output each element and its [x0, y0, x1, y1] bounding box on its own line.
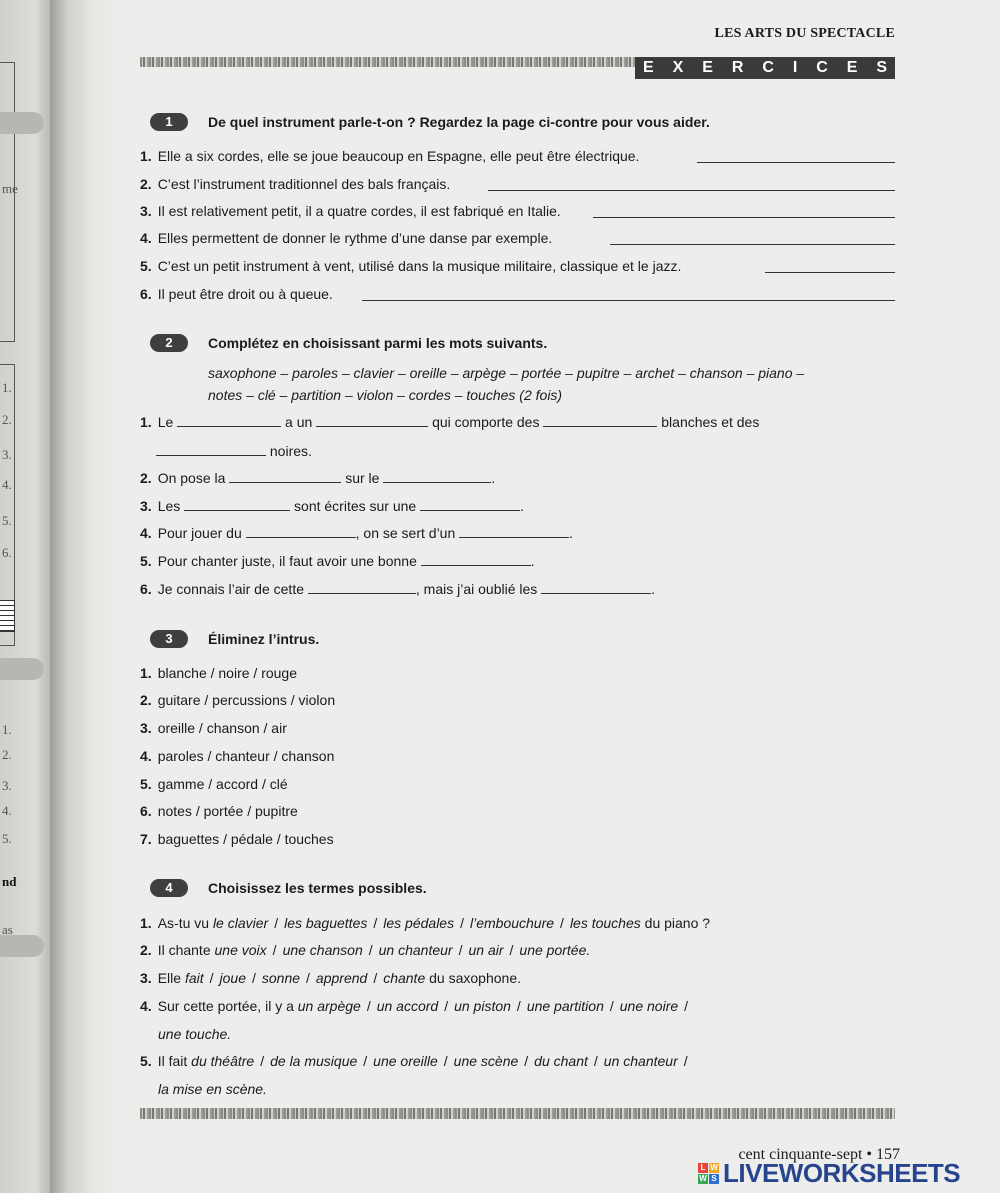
- logo-letter: W: [710, 1163, 718, 1172]
- answer-field[interactable]: [156, 443, 266, 456]
- answer-option[interactable]: joue: [219, 970, 246, 986]
- list-item: [140, 203, 561, 219]
- item-text: Pour chanter juste, il faut avoir une bonne: [157, 553, 417, 569]
- item-number: 6.: [140, 581, 152, 597]
- facing-page-fragment: as: [2, 922, 13, 937]
- item-number: 6.: [140, 286, 152, 302]
- facing-page-fragment: nd: [2, 874, 17, 889]
- item-text: Il fait: [157, 1053, 188, 1069]
- answer-field[interactable]: [246, 525, 356, 538]
- item-text: sur le: [345, 470, 380, 486]
- answer-option[interactable]: un piston: [454, 998, 511, 1014]
- answer-field[interactable]: [362, 300, 895, 301]
- item-text: Elles permettent de donner le rythme d’une danse par exemple.: [157, 230, 553, 246]
- list-item: 2. Il chante une voix / une chanson / un chanteur / un air / une portée.: [140, 942, 591, 958]
- item-number: 5.: [140, 553, 152, 569]
- list-item: [140, 230, 552, 246]
- word-bank-line: saxophone – paroles – clavier – oreille – arpège – portée – pupitre – archet – chanson – piano –: [208, 365, 805, 381]
- list-item: [140, 470, 495, 486]
- facing-page-fragment: 5.: [2, 831, 12, 846]
- item-text: sont écrites sur une: [294, 498, 417, 514]
- item-text: baguettes / pédale / touches: [157, 831, 334, 847]
- item-text: blanche / noire / rouge: [157, 665, 298, 681]
- answer-option[interactable]: une portée.: [519, 942, 591, 958]
- footer-band: [140, 1108, 895, 1119]
- facing-page-icon: [0, 600, 15, 632]
- list-item: [140, 258, 681, 274]
- answer-option[interactable]: une noire: [619, 998, 679, 1014]
- answer-field[interactable]: [593, 217, 895, 218]
- item-number: 3.: [140, 498, 152, 514]
- item-text: qui comporte des: [432, 414, 540, 430]
- answer-option[interactable]: une oreille: [373, 1053, 438, 1069]
- answer-field[interactable]: [459, 525, 569, 538]
- list-item-continuation: [156, 443, 312, 459]
- list-item: 1. As-tu vu le clavier / les baguettes / les pédales / l’embouchure / les touches du piano ?: [140, 915, 711, 931]
- item-text: .: [651, 581, 656, 597]
- list-item: [140, 414, 759, 430]
- banner-letter: S: [876, 59, 887, 76]
- list-item[interactable]: [140, 776, 288, 792]
- book-gutter: [50, 0, 120, 1193]
- item-text: Il chante: [157, 942, 211, 958]
- item-text: Il est relativement petit, il a quatre cordes, il est fabriqué en Italie.: [157, 203, 561, 219]
- exercise-instruction: De quel instrument parle-t-on ? Regardez la page ci-contre pour vous aider.: [208, 114, 710, 130]
- item-text: Elle: [157, 970, 182, 986]
- facing-page-tab: [0, 935, 44, 957]
- facing-page-tab: [0, 112, 44, 134]
- item-text: Elle a six cordes, elle se joue beaucoup en Espagne, elle peut être électrique.: [157, 148, 640, 164]
- answer-option[interactable]: un chanteur: [603, 1053, 678, 1069]
- answer-field[interactable]: [177, 414, 281, 427]
- facing-page-frame: [0, 62, 15, 342]
- item-text: du piano ?: [644, 915, 711, 931]
- answer-option[interactable]: une scène: [453, 1053, 519, 1069]
- item-text: Sur cette portée, il y a: [157, 998, 294, 1014]
- page-number: cent cinquante-sept • 157: [738, 1146, 900, 1163]
- answer-field[interactable]: [420, 498, 520, 511]
- answer-option[interactable]: les baguettes: [284, 915, 368, 931]
- list-item: [140, 176, 450, 192]
- exercise-number-badge: 2: [150, 334, 188, 352]
- item-number: 1.: [140, 665, 152, 681]
- answer-option[interactable]: les pédales: [383, 915, 455, 931]
- logo-letter: L: [698, 1163, 708, 1173]
- item-number: 4.: [140, 748, 152, 764]
- item-number: 4.: [140, 230, 152, 246]
- list-item: [140, 553, 535, 569]
- answer-option[interactable]: l’embouchure: [469, 915, 555, 931]
- exercise-instruction: Choisissez les termes possibles.: [208, 880, 427, 896]
- item-number: 3.: [140, 720, 152, 736]
- banner-letter: X: [672, 59, 684, 76]
- exercise-number-badge: 1: [150, 113, 188, 131]
- item-text: C’est un petit instrument à vent, utilisé dans la musique militaire, classique et le jazz.: [157, 258, 682, 274]
- answer-option[interactable]: une touche.: [158, 1026, 232, 1042]
- banner-letter: C: [762, 59, 774, 76]
- item-text: .: [530, 553, 535, 569]
- facing-page-tab: [0, 658, 44, 680]
- answer-field[interactable]: [421, 553, 531, 566]
- section-title: LES ARTS DU SPECTACLE: [714, 26, 895, 41]
- item-text: Pour jouer du: [157, 525, 242, 541]
- item-text: oreille / chanson / air: [157, 720, 287, 736]
- banner-letter: E: [702, 59, 713, 76]
- answer-field[interactable]: [383, 470, 491, 483]
- answer-option[interactable]: une voix: [214, 942, 267, 958]
- item-number: 2.: [140, 176, 152, 192]
- answer-option[interactable]: un chanteur: [378, 942, 453, 958]
- list-item[interactable]: [140, 803, 298, 819]
- item-text: du saxophone.: [429, 970, 521, 986]
- item-number: 6.: [140, 803, 152, 819]
- item-text: noires.: [269, 443, 312, 459]
- word-bank-line: notes – clé – partition – violon – cordes – touches (2 fois): [208, 387, 563, 403]
- facing-page-fragment: 2.: [2, 747, 12, 762]
- answer-option[interactable]: de la musique: [270, 1053, 358, 1069]
- item-text: Le: [157, 414, 174, 430]
- exercise-instruction: Complétez en choisissant parmi les mots suivants.: [208, 335, 548, 351]
- item-number: 2.: [140, 470, 152, 486]
- banner-letter: E: [643, 59, 654, 76]
- item-number: 5.: [140, 1053, 152, 1069]
- list-item: [140, 525, 573, 541]
- banner-letter: E: [846, 59, 858, 76]
- liveworksheets-logo[interactable]: [698, 1158, 960, 1189]
- answer-option[interactable]: sonne: [261, 970, 301, 986]
- answer-option[interactable]: la mise en scène.: [158, 1081, 267, 1097]
- item-text: gamme / accord / clé: [157, 776, 288, 792]
- banner-letter: I: [792, 59, 798, 76]
- item-text: C’est l’instrument traditionnel des bals français.: [157, 176, 451, 192]
- list-item: 4. Sur cette portée, il y a un arpège / un accord / un piston / une partition / une noire /: [140, 998, 689, 1014]
- item-number: 3.: [140, 970, 152, 986]
- item-number: 4.: [140, 998, 152, 1014]
- exercise-number-badge: 3: [150, 630, 188, 648]
- list-item[interactable]: [140, 748, 334, 764]
- answer-option[interactable]: fait: [184, 970, 204, 986]
- exercise-instruction: Éliminez l’intrus.: [208, 631, 320, 647]
- answer-field[interactable]: [610, 244, 895, 245]
- item-text: .: [569, 525, 574, 541]
- item-text: paroles / chanteur / chanson: [157, 748, 335, 764]
- item-number: 1.: [140, 148, 152, 164]
- item-number: 2.: [140, 942, 152, 958]
- list-item[interactable]: [140, 665, 297, 681]
- facing-page-fragment: 2.: [2, 412, 12, 427]
- facing-page-fragment: 4.: [2, 477, 12, 492]
- item-text: As-tu vu: [157, 915, 210, 931]
- facing-page-fragment: 3.: [2, 447, 12, 462]
- list-item[interactable]: [140, 692, 335, 708]
- answer-option[interactable]: un accord: [376, 998, 439, 1014]
- facing-page-fragment: 5.: [2, 513, 12, 528]
- item-text: Il peut être droit ou à queue.: [157, 286, 333, 302]
- item-number: 5.: [140, 258, 152, 274]
- item-number: 1.: [140, 414, 152, 430]
- logo-letter: S: [709, 1174, 719, 1184]
- answer-option[interactable]: du chant: [534, 1053, 588, 1069]
- answer-field[interactable]: [541, 581, 651, 594]
- item-number: 7.: [140, 831, 152, 847]
- logo-mark: [698, 1163, 719, 1184]
- answer-field[interactable]: [543, 414, 657, 427]
- answer-option[interactable]: un air: [468, 942, 504, 958]
- list-item[interactable]: [140, 720, 287, 736]
- answer-field[interactable]: [184, 498, 290, 511]
- answer-option[interactable]: les touches: [569, 915, 641, 931]
- exercices-banner: [635, 57, 895, 79]
- item-text: , on se sert d’un: [355, 525, 456, 541]
- worksheet-page: [120, 0, 1000, 1193]
- answer-field[interactable]: [229, 470, 341, 483]
- answer-option[interactable]: une partition: [526, 998, 604, 1014]
- logo-letter: W: [699, 1174, 707, 1183]
- answer-option[interactable]: chante: [383, 970, 426, 986]
- item-number: 4.: [140, 525, 152, 541]
- item-text: notes / portée / pupitre: [157, 803, 298, 819]
- list-item: [140, 498, 524, 514]
- answer-field[interactable]: [308, 581, 416, 594]
- item-number: 1.: [140, 915, 152, 931]
- list-item: [140, 581, 655, 597]
- item-text: a un: [285, 414, 313, 430]
- item-text: On pose la: [157, 470, 226, 486]
- facing-page-fragment: 6.: [2, 545, 12, 560]
- exercise-number-badge: 4: [150, 879, 188, 897]
- word-bank: [208, 362, 804, 406]
- banner-letter: C: [816, 59, 828, 76]
- list-item: 3. Elle fait / joue / sonne / apprend / chante du saxophone.: [140, 970, 521, 986]
- item-text: guitare / percussions / violon: [157, 692, 336, 708]
- answer-field[interactable]: [488, 190, 895, 191]
- item-number: 5.: [140, 776, 152, 792]
- answer-option[interactable]: du théâtre: [191, 1053, 255, 1069]
- item-number: 3.: [140, 203, 152, 219]
- facing-page-fragment: 4.: [2, 803, 12, 818]
- item-text: .: [520, 498, 524, 514]
- facing-page-fragment: 1.: [2, 722, 12, 737]
- list-item: [140, 148, 639, 164]
- item-text: Les: [157, 498, 181, 514]
- answer-field[interactable]: [765, 272, 895, 273]
- logo-text: LIVEWORKSHEETS: [723, 1158, 961, 1188]
- answer-option[interactable]: un arpège: [297, 998, 361, 1014]
- facing-page-fragment: me: [2, 181, 18, 196]
- answer-option[interactable]: le clavier: [212, 915, 269, 931]
- answer-field[interactable]: [697, 162, 895, 163]
- list-item: [140, 286, 333, 302]
- answer-option[interactable]: apprend: [315, 970, 368, 986]
- item-text: .: [491, 470, 496, 486]
- facing-page-fragment: 1.: [2, 380, 12, 395]
- item-text: , mais j’ai oublié les: [415, 581, 538, 597]
- answer-option[interactable]: une chanson: [282, 942, 363, 958]
- item-text: Je connais l’air de cette: [157, 581, 304, 597]
- answer-field[interactable]: [316, 414, 428, 427]
- banner-letter: R: [731, 59, 744, 76]
- list-item[interactable]: [140, 831, 334, 847]
- list-item: 5. Il fait du théâtre / de la musique / une oreille / une scène / du chant / un chanteur /: [140, 1053, 688, 1069]
- item-text: blanches et des: [661, 414, 760, 430]
- facing-page-edge: [0, 0, 50, 1193]
- item-number: 2.: [140, 692, 152, 708]
- facing-page-fragment: 3.: [2, 778, 12, 793]
- header-band: [140, 57, 635, 67]
